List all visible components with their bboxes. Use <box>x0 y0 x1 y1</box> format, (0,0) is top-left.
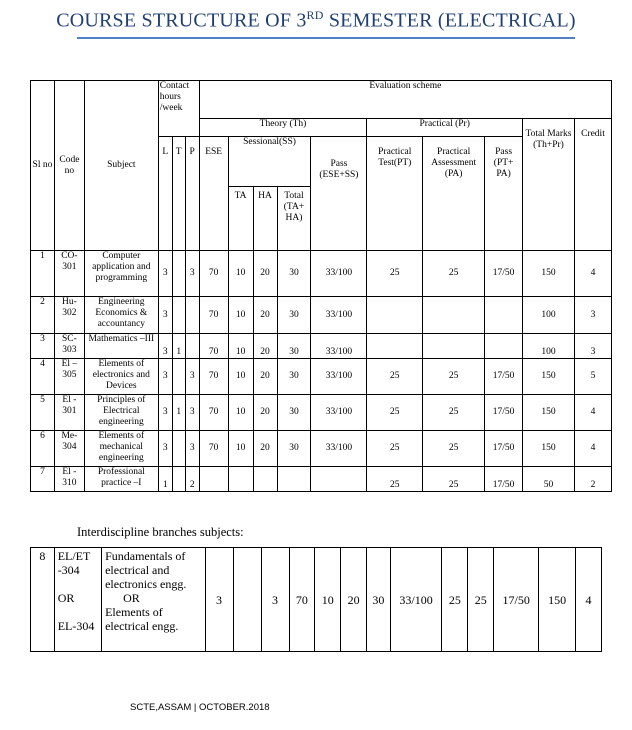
header-P: P <box>185 137 199 251</box>
interdiscipline-table <box>30 547 602 652</box>
interdiscipline-heading: Interdiscipline branches subjects: <box>77 525 244 539</box>
table-row: 5 El - 301 Principles of Electrical engineering 3 1 3 70 10 20 30 33/100 25 25 17/50 150 4 <box>31 395 612 431</box>
header-ta: TA <box>228 187 253 251</box>
title-underline <box>77 37 575 39</box>
header-practical-assessment: Practical Assessment (PA) <box>423 137 485 251</box>
page-footer: SCTE,ASSAM | OCTOBER.2018 <box>130 702 270 713</box>
table-row: 3 SC-303 Mathematics –III 3 1 70 10 20 30 33/100 100 3 <box>31 334 612 359</box>
table-row: 4 El – 305 Elements of electronics and Devices 3 3 70 10 20 30 33/100 25 25 17/50 150 5 <box>31 359 612 395</box>
header-sessional: Sessional(SS) <box>228 137 311 187</box>
table-row: 2 Hu-302 Engineering Economics & accountancy 3 70 10 20 30 33/100 100 3 <box>31 297 612 334</box>
header-total-marks: Total Marks (Th+Pr) <box>523 119 575 251</box>
header-contact-hours: Contact hours /week <box>158 81 199 137</box>
table-row: 6 Me-304 Elements of mechanical engineering 3 3 70 10 20 30 33/100 25 25 17/50 150 4 <box>31 431 612 467</box>
header-ese: ESE <box>199 137 228 251</box>
header-L: L <box>158 137 172 251</box>
header-sl: Sl no <box>31 81 55 251</box>
course-structure-table <box>30 80 612 492</box>
header-ha: HA <box>253 187 277 251</box>
header-code: Code no <box>54 81 84 251</box>
header-credit: Credit <box>574 119 611 251</box>
header-T: T <box>172 137 185 251</box>
header-practical: Practical (Pr) <box>367 119 523 137</box>
header-evaluation-scheme: Evaluation scheme <box>199 81 611 119</box>
interdiscipline-code: EL/ET -304 OR EL-304 <box>54 548 101 652</box>
page-title: COURSE STRUCTURE OF 3RD SEMESTER (ELECTRICAL) <box>56 8 576 32</box>
header-pass-pt-pa: Pass (PT+ PA) <box>485 137 523 251</box>
interdiscipline-subject: Fundamentals of electrical and electronics engg. OR Elements of electrical engg. <box>102 548 205 652</box>
table-row: 1 CO-301 Computer application and programming 3 3 70 10 20 30 33/100 25 25 17/50 150 4 <box>31 251 612 297</box>
header-subject: Subject <box>84 81 158 251</box>
header-theory: Theory (Th) <box>199 119 367 137</box>
header-pass-ese-ss: Pass (ESE+SS) <box>311 137 367 251</box>
header-total-ta-ha: Total (TA+ HA) <box>277 187 311 251</box>
table-row: 8 EL/ET -304 OR EL-304 Fundamentals of electrical and electronics engg. OR Elements of electrical engg. 3 3 70 10 20 30 33/100 25 25 17/50 150 4 <box>31 548 602 652</box>
table-row: 7 El - 310 Professional practice –I 1 2 25 25 17/50 50 2 <box>31 467 612 492</box>
header-practical-test: Practical Test(PT) <box>367 137 423 251</box>
